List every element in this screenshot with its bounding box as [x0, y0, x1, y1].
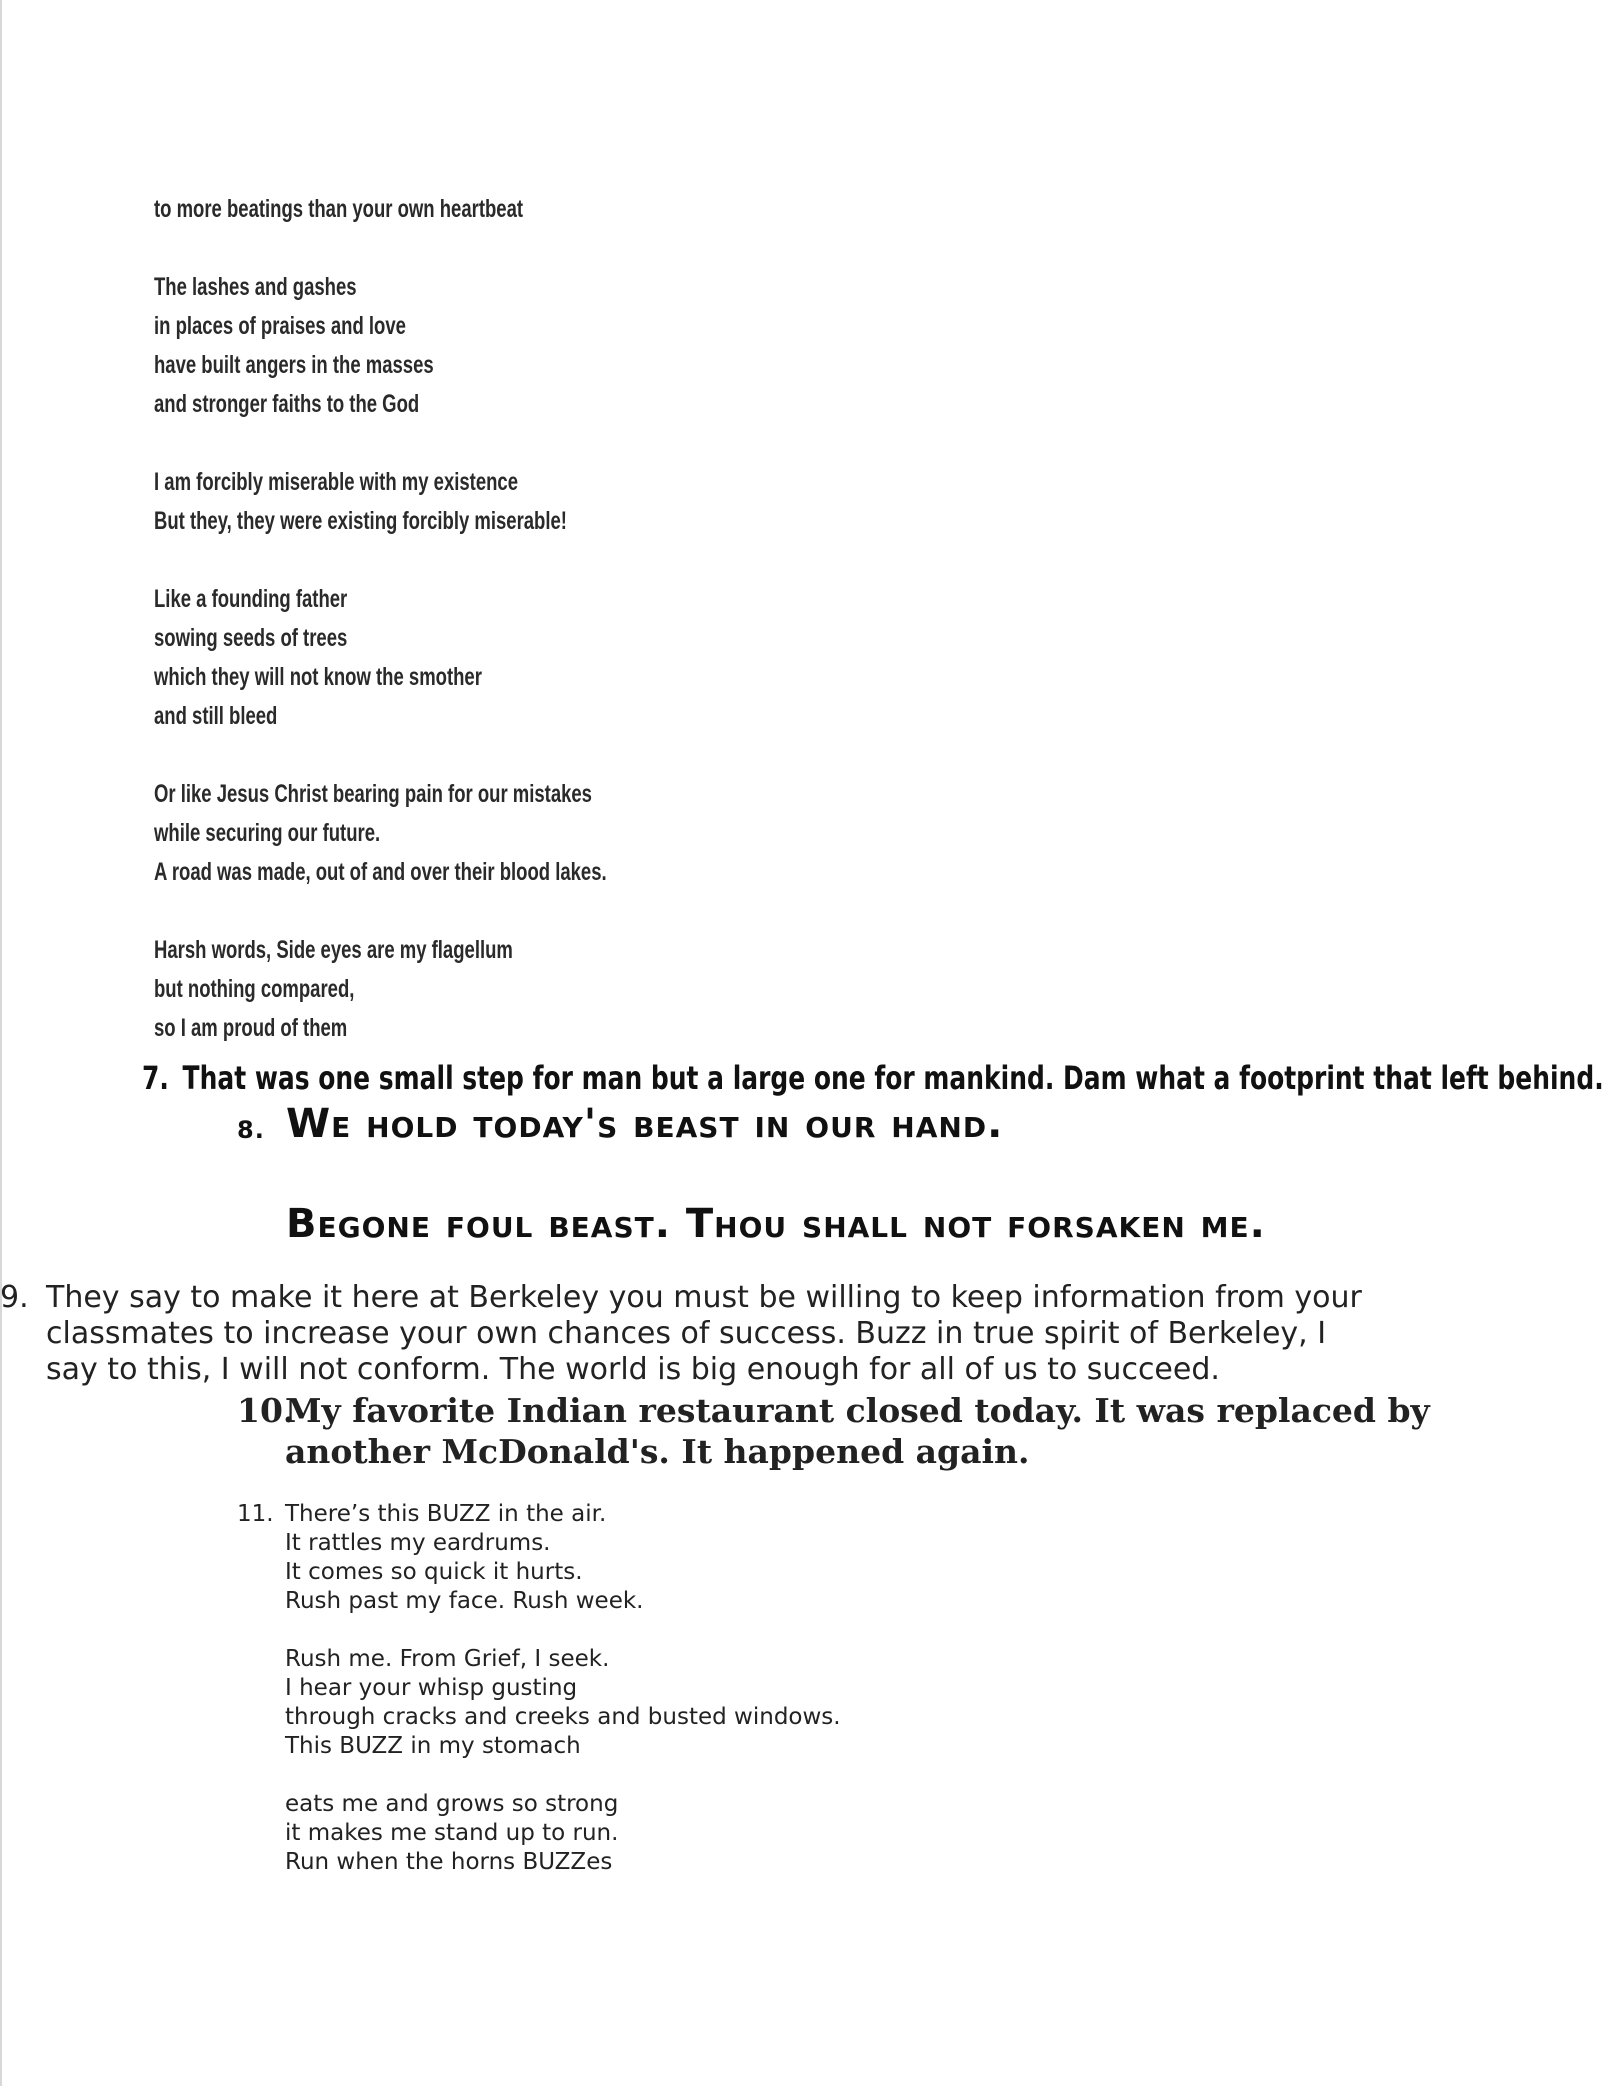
- poem-line: and still bleed: [154, 702, 278, 730]
- item-number: 7.: [142, 1059, 169, 1097]
- poem-line: Harsh words, Side eyes are my flagellum: [154, 936, 513, 964]
- poem-line: I hear your whisp gusting: [285, 1675, 578, 1701]
- poem-line: There’s this BUZZ in the air.: [285, 1501, 607, 1527]
- list-item-10: [237, 1390, 1437, 1472]
- poem-line: while securing our future.: [154, 819, 381, 847]
- poem-line: to more beatings than your own heartbeat: [154, 195, 524, 223]
- poem-line: it makes me stand up to run.: [285, 1820, 619, 1846]
- item-8-line-2: Begone foul beast. Thou shall not forsaken me.: [286, 1201, 1266, 1247]
- poem-line: The lashes and gashes: [154, 273, 357, 301]
- poem-line: sowing seeds of trees: [154, 624, 348, 652]
- poem-stanza: [285, 1500, 841, 1616]
- list-item-11: [237, 1500, 841, 1877]
- poem-line: Rush me. From Grief, I seek.: [285, 1646, 610, 1672]
- poem: [154, 190, 607, 1048]
- item-text: [285, 1390, 1437, 1472]
- list-item-7: [142, 1058, 1604, 1098]
- poem-line: through cracks and creeks and busted windows.: [285, 1704, 841, 1730]
- poem-line: but nothing compared,: [154, 975, 355, 1003]
- poem-line: which they will not know the smother: [154, 663, 482, 691]
- poem-line: It rattles my eardrums.: [285, 1530, 551, 1556]
- poem-line: so I am proud of them: [154, 1014, 348, 1042]
- item-number-8: 8.: [237, 1116, 265, 1144]
- poem-line: Or like Jesus Christ bearing pain for our mistakes: [154, 780, 592, 808]
- poem-stanza: [154, 190, 607, 229]
- poem-stanza: [154, 463, 607, 541]
- poem-stanza: [154, 268, 607, 424]
- item-number: 9.: [0, 1280, 29, 1315]
- poem-stanza: [285, 1790, 841, 1877]
- item-text: [46, 1280, 1430, 1388]
- poem-stanza: [154, 775, 607, 892]
- item-number: 10.: [237, 1391, 295, 1430]
- poem-line: It comes so quick it hurts.: [285, 1559, 583, 1585]
- poem-line: Rush past my face. Rush week.: [285, 1588, 644, 1614]
- item-text: [285, 1500, 841, 1877]
- poem-line: Like a founding father: [154, 585, 348, 613]
- poem-line: A road was made, out of and over their blood lakes.: [154, 858, 607, 886]
- poem-line: But they, they were existing forcibly miserable!: [154, 507, 567, 535]
- item-line: They say to make it here at Berkeley you must be willing to keep information from your: [46, 1280, 1362, 1315]
- poem-stanza: [285, 1645, 841, 1761]
- poem-line: have built angers in the masses: [154, 351, 434, 379]
- item-number: 11.: [237, 1501, 274, 1527]
- item-text: That was one small step for man but a large one for mankind. Dam what a footprint that left behind.: [182, 1059, 1604, 1097]
- poem-line: I am forcibly miserable with my existence: [154, 468, 518, 496]
- poem-line: This BUZZ in my stomach: [285, 1733, 581, 1759]
- item-8-line-1: We hold today's beast in our hand.: [286, 1101, 1004, 1147]
- poem-line: eats me and grows so strong: [285, 1791, 619, 1817]
- poem-stanza: [154, 580, 607, 736]
- item-line: classmates to increase your own chances of success. Buzz in true spirit of Berkeley, I: [46, 1316, 1327, 1351]
- item-line: My favorite Indian restaurant closed today. It was replaced by: [285, 1391, 1430, 1430]
- poem-line: in places of praises and love: [154, 312, 406, 340]
- page-edge: [0, 0, 2, 2086]
- item-line: say to this, I will not conform. The world is big enough for all of us to succeed.: [46, 1352, 1220, 1387]
- item-line: another McDonald's. It happened again.: [285, 1432, 1030, 1471]
- poem-line: Run when the horns BUZZes: [285, 1849, 613, 1875]
- poem-stanza: [154, 931, 607, 1048]
- list-item-9: [0, 1280, 1430, 1388]
- poem-line: and stronger faiths to the God: [154, 390, 420, 418]
